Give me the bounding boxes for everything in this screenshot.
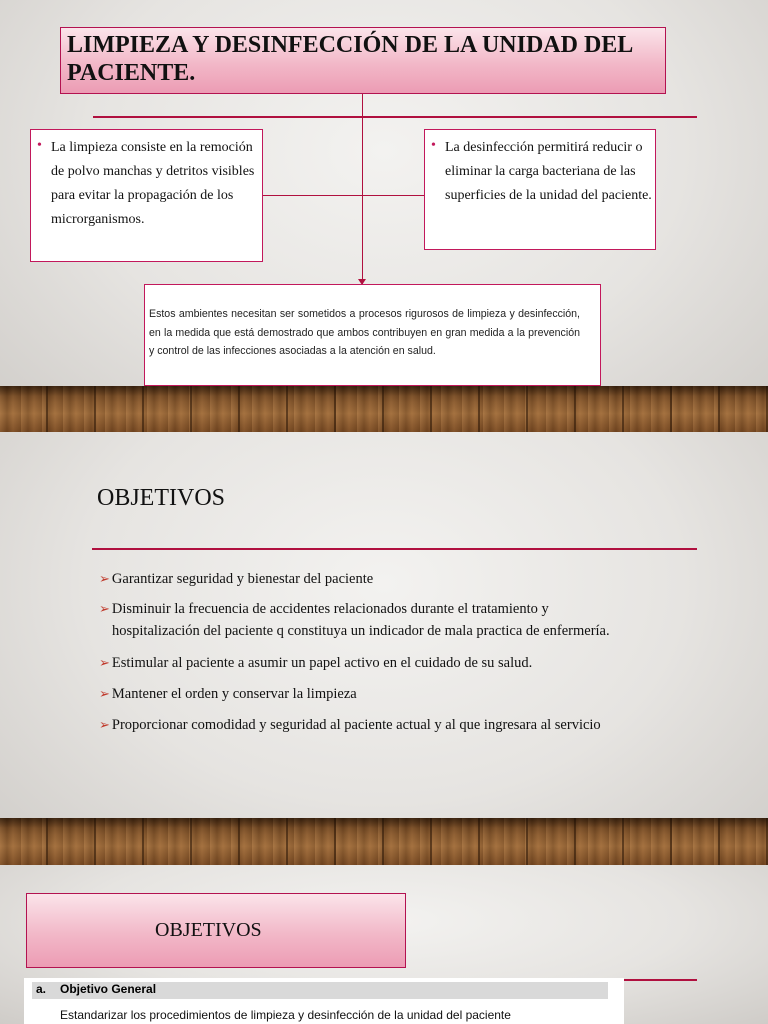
section-text: Estandarizar los procedimientos de limpieza y desinfección de la unidad del paciente — [60, 1008, 511, 1022]
slide-3 — [0, 865, 768, 1024]
slide-2 — [0, 432, 768, 865]
title-box — [60, 27, 666, 94]
right-definition-text: La desinfección permitirá reducir o eliminar la carga bacteriana de las superficies de la unidad del paciente. — [445, 140, 652, 203]
connector-horizontal — [263, 195, 424, 196]
section-letter: a. — [36, 982, 47, 996]
arrow-bullet-icon: ➢ — [99, 655, 110, 670]
objectives-title: OBJETIVOS — [97, 485, 226, 511]
wood-floor — [0, 818, 768, 865]
section-heading-bar — [32, 982, 608, 999]
section-heading: Objetivo General — [60, 982, 157, 996]
title-rule — [92, 548, 697, 550]
bottom-info-text: Estos ambientes necesitan ser sometidos a procesos rigurosos de limpieza y desinfección, en la medida que está demostrado que ambos contribuyen en gran medida a la prevención y control de las infecciones asociadas a la atención en salud. — [149, 308, 580, 357]
objective-item: ➢ Mantener el orden y conservar la limpieza — [99, 686, 357, 702]
objective-item: ➢ Garantizar seguridad y bienestar del paciente — [99, 571, 374, 587]
bullet-dot: • — [37, 138, 42, 153]
connector-top-rule — [93, 116, 697, 118]
wood-floor — [0, 386, 768, 432]
arrow-bullet-icon: ➢ — [99, 717, 110, 732]
bullet-dot: • — [431, 138, 436, 153]
arrow-bullet-icon: ➢ — [99, 601, 110, 616]
bottom-info-box — [144, 284, 601, 386]
objectives-title-box — [26, 893, 406, 968]
slide-1 — [0, 0, 768, 432]
left-definition-text: La limpieza consiste en la remoción de polvo manchas y detritos visibles para evitar la propagación de los microrganismos. — [51, 140, 255, 227]
slide-title: LIMPIEZA Y DESINFECCIÓN DE LA UNIDAD DEL PACIENTE. — [67, 32, 632, 86]
arrow-bullet-icon: ➢ — [99, 686, 110, 701]
objective-item: ➢ Estimular al paciente a asumir un papel activo en el cuidado de su salud. — [99, 655, 533, 671]
connector-vertical — [362, 94, 363, 284]
objective-item: ➢ Proporcionar comodidad y seguridad al paciente actual y al que ingresara al servicio — [99, 717, 601, 733]
arrow-bullet-icon: ➢ — [99, 571, 110, 586]
left-definition-box — [30, 129, 263, 262]
document-excerpt — [24, 978, 624, 1024]
objectives-title: OBJETIVOS — [155, 919, 262, 941]
objective-item: ➢ Disminuir la frecuencia de accidentes relacionados durante el tratamiento y — [99, 601, 549, 617]
objective-item-continuation: hospitalización del paciente q constituya un indicador de mala practica de enfermería. — [112, 623, 610, 639]
right-definition-box — [424, 129, 656, 250]
